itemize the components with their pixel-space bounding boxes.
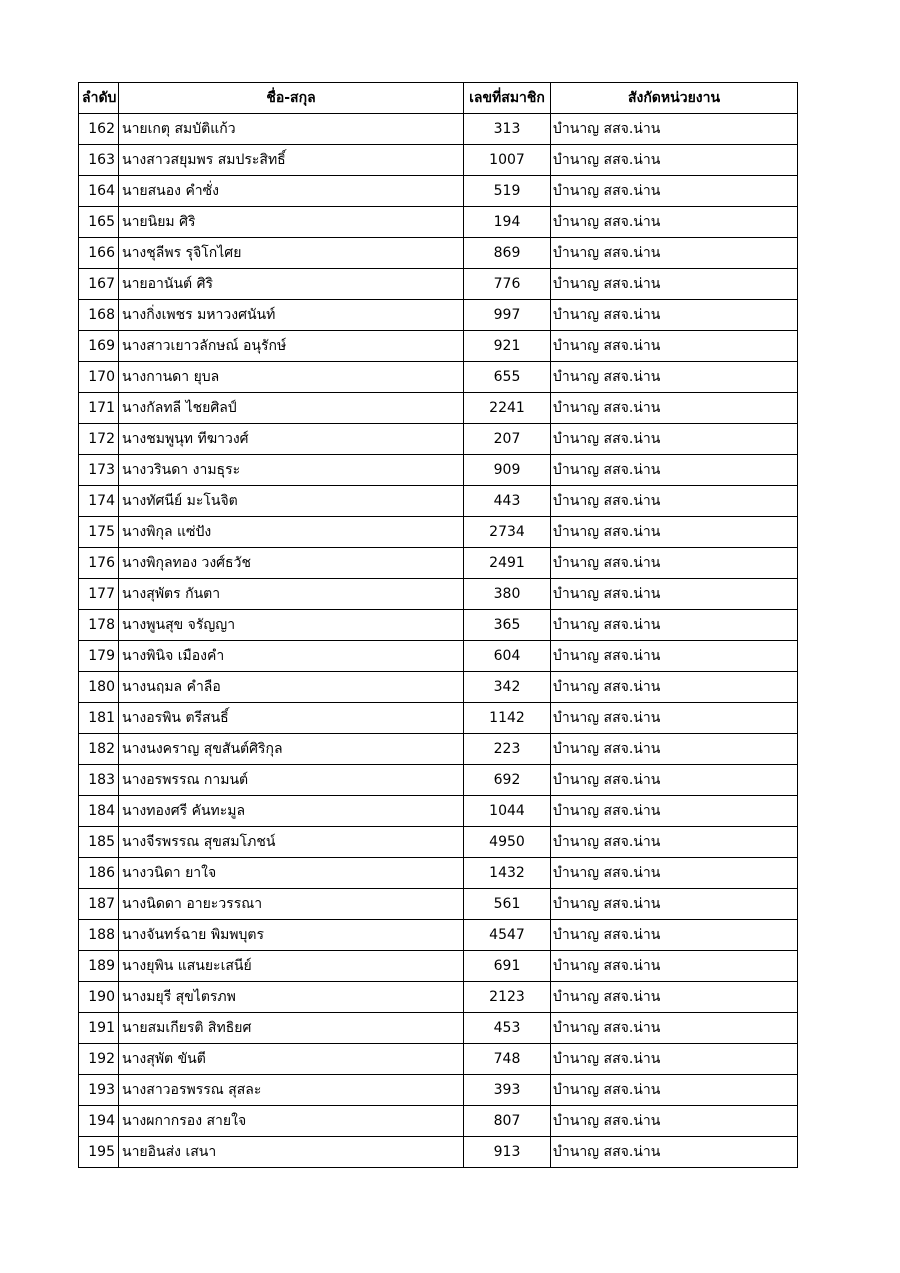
table-row: [79, 455, 798, 486]
member-number: 807: [464, 1106, 551, 1137]
row-no: 175: [79, 517, 119, 548]
table-row: [79, 734, 798, 765]
member-number: 393: [464, 1075, 551, 1106]
member-unit: บำนาญ สสจ.น่าน: [551, 703, 798, 734]
row-no: 180: [79, 672, 119, 703]
member-unit: บำนาญ สสจ.น่าน: [551, 1013, 798, 1044]
row-no: 181: [79, 703, 119, 734]
member-number: 692: [464, 765, 551, 796]
member-number: 342: [464, 672, 551, 703]
member-name: นางชุลีพร รุจิโกไศย: [119, 238, 464, 269]
member-name: นางอรพิน ตรีสนธิ์: [119, 703, 464, 734]
table-row: [79, 331, 798, 362]
member-number: 913: [464, 1137, 551, 1168]
member-unit: บำนาญ สสจ.น่าน: [551, 920, 798, 951]
table-row: [79, 424, 798, 455]
member-unit: บำนาญ สสจ.น่าน: [551, 238, 798, 269]
member-name: นางทัศนีย์ มะโนจิต: [119, 486, 464, 517]
table-row: [79, 176, 798, 207]
row-no: 176: [79, 548, 119, 579]
row-no: 165: [79, 207, 119, 238]
member-name: นางทองศรี คันทะมูล: [119, 796, 464, 827]
member-number: 2491: [464, 548, 551, 579]
member-number: 997: [464, 300, 551, 331]
table-row: [79, 610, 798, 641]
member-unit: บำนาญ สสจ.น่าน: [551, 517, 798, 548]
member-number: 194: [464, 207, 551, 238]
table-row: [79, 300, 798, 331]
member-name: นางจันทร์ฉาย พิมพบุตร: [119, 920, 464, 951]
row-no: 188: [79, 920, 119, 951]
row-no: 171: [79, 393, 119, 424]
member-unit: บำนาญ สสจ.น่าน: [551, 362, 798, 393]
row-no: 187: [79, 889, 119, 920]
member-unit: บำนาญ สสจ.น่าน: [551, 765, 798, 796]
member-unit: บำนาญ สสจ.น่าน: [551, 548, 798, 579]
member-number: 4950: [464, 827, 551, 858]
header-member-no: เลขที่สมาชิก: [464, 83, 551, 114]
member-unit: บำนาญ สสจ.น่าน: [551, 1075, 798, 1106]
table-row: [79, 1106, 798, 1137]
member-unit: บำนาญ สสจ.น่าน: [551, 858, 798, 889]
member-number: 519: [464, 176, 551, 207]
member-unit: บำนาญ สสจ.น่าน: [551, 1137, 798, 1168]
member-unit: บำนาญ สสจ.น่าน: [551, 424, 798, 455]
member-unit: บำนาญ สสจ.น่าน: [551, 1106, 798, 1137]
member-name: นายอานันต์ ศิริ: [119, 269, 464, 300]
member-unit: บำนาญ สสจ.น่าน: [551, 796, 798, 827]
row-no: 185: [79, 827, 119, 858]
member-name: นางพิกุลทอง วงศ์ธวัช: [119, 548, 464, 579]
member-unit: บำนาญ สสจ.น่าน: [551, 641, 798, 672]
row-no: 193: [79, 1075, 119, 1106]
member-name: นางสุพัตร กันตา: [119, 579, 464, 610]
member-name: นายสนอง คำซั่ง: [119, 176, 464, 207]
member-number: 561: [464, 889, 551, 920]
member-unit: บำนาญ สสจ.น่าน: [551, 672, 798, 703]
table-row: [79, 548, 798, 579]
member-number: 921: [464, 331, 551, 362]
member-number: 365: [464, 610, 551, 641]
member-unit: บำนาญ สสจ.น่าน: [551, 486, 798, 517]
row-no: 189: [79, 951, 119, 982]
member-number: 1142: [464, 703, 551, 734]
table-row: [79, 641, 798, 672]
member-unit: บำนาญ สสจ.น่าน: [551, 982, 798, 1013]
table-row: [79, 827, 798, 858]
row-no: 169: [79, 331, 119, 362]
member-unit: บำนาญ สสจ.น่าน: [551, 1044, 798, 1075]
member-name: นางวนิดา ยาใจ: [119, 858, 464, 889]
member-number: 207: [464, 424, 551, 455]
member-name: นายสมเกียรติ สิทธิยศ: [119, 1013, 464, 1044]
table-row: [79, 889, 798, 920]
table-row: [79, 362, 798, 393]
member-unit: บำนาญ สสจ.น่าน: [551, 269, 798, 300]
member-number: 909: [464, 455, 551, 486]
table-row: [79, 517, 798, 548]
row-no: 164: [79, 176, 119, 207]
member-unit: บำนาญ สสจ.น่าน: [551, 176, 798, 207]
member-number: 380: [464, 579, 551, 610]
member-number: 1432: [464, 858, 551, 889]
table-row: [79, 765, 798, 796]
member-name: นางสาวสยุมพร สมประสิทธิ์: [119, 145, 464, 176]
table-row: [79, 1075, 798, 1106]
member-number: 1007: [464, 145, 551, 176]
member-unit: บำนาญ สสจ.น่าน: [551, 889, 798, 920]
member-unit: บำนาญ สสจ.น่าน: [551, 300, 798, 331]
row-no: 191: [79, 1013, 119, 1044]
member-number: 1044: [464, 796, 551, 827]
table-row: [79, 393, 798, 424]
member-name: นางสาวอรพรรณ สุสละ: [119, 1075, 464, 1106]
member-number: 2734: [464, 517, 551, 548]
table-row: [79, 269, 798, 300]
member-unit: บำนาญ สสจ.น่าน: [551, 331, 798, 362]
member-name: นางอรพรรณ กามนต์: [119, 765, 464, 796]
member-number: 2241: [464, 393, 551, 424]
row-no: 167: [79, 269, 119, 300]
member-name: นางจีรพรรณ สุขสมโภชน์: [119, 827, 464, 858]
row-no: 190: [79, 982, 119, 1013]
row-no: 166: [79, 238, 119, 269]
member-unit: บำนาญ สสจ.น่าน: [551, 114, 798, 145]
table-row: [79, 1013, 798, 1044]
table-row: [79, 238, 798, 269]
header-unit: สังกัดหน่วยงาน: [551, 83, 798, 114]
member-number: 604: [464, 641, 551, 672]
table-header-row: [79, 83, 798, 114]
member-unit: บำนาญ สสจ.น่าน: [551, 951, 798, 982]
row-no: 178: [79, 610, 119, 641]
row-no: 172: [79, 424, 119, 455]
member-name: นางนงคราญ สุขสันต์ศิริกุล: [119, 734, 464, 765]
member-name: นายเกตุ สมบัติแก้ว: [119, 114, 464, 145]
member-name: นางนิดดา อายะวรรณา: [119, 889, 464, 920]
member-number: 691: [464, 951, 551, 982]
table-row: [79, 672, 798, 703]
table-row: [79, 920, 798, 951]
member-number: 443: [464, 486, 551, 517]
member-name: นางยุพิน แสนยะเสนีย์: [119, 951, 464, 982]
table-row: [79, 703, 798, 734]
member-name: นางสุพัต ขันตี: [119, 1044, 464, 1075]
row-no: 177: [79, 579, 119, 610]
header-name: ชื่อ-สกุล: [119, 83, 464, 114]
member-name: นางพินิจ เมืองคำ: [119, 641, 464, 672]
member-unit: บำนาญ สสจ.น่าน: [551, 145, 798, 176]
member-unit: บำนาญ สสจ.น่าน: [551, 393, 798, 424]
row-no: 184: [79, 796, 119, 827]
table-row: [79, 951, 798, 982]
row-no: 195: [79, 1137, 119, 1168]
table-row: [79, 579, 798, 610]
member-unit: บำนาญ สสจ.น่าน: [551, 734, 798, 765]
row-no: 170: [79, 362, 119, 393]
table-row: [79, 1044, 798, 1075]
row-no: 192: [79, 1044, 119, 1075]
table-body: [79, 114, 798, 1168]
member-name: นางพูนสุข จรัญญา: [119, 610, 464, 641]
table-row: [79, 207, 798, 238]
member-number: 313: [464, 114, 551, 145]
member-number: 655: [464, 362, 551, 393]
member-table: [78, 82, 798, 1168]
member-unit: บำนาญ สสจ.น่าน: [551, 455, 798, 486]
row-no: 173: [79, 455, 119, 486]
member-name: นางพิกุล แซ่ปัง: [119, 517, 464, 548]
table-row: [79, 145, 798, 176]
member-name: นางสาวเยาวลักษณ์ อนุรักษ์: [119, 331, 464, 362]
member-number: 869: [464, 238, 551, 269]
member-name: นายนิยม ศิริ: [119, 207, 464, 238]
member-number: 2123: [464, 982, 551, 1013]
row-no: 163: [79, 145, 119, 176]
member-number: 748: [464, 1044, 551, 1075]
member-number: 453: [464, 1013, 551, 1044]
table-row: [79, 1137, 798, 1168]
member-unit: บำนาญ สสจ.น่าน: [551, 579, 798, 610]
member-number: 4547: [464, 920, 551, 951]
member-name: นางกิ่งเพชร มหาวงศนันท์: [119, 300, 464, 331]
member-name: นางผกากรอง สายใจ: [119, 1106, 464, 1137]
member-number: 776: [464, 269, 551, 300]
row-no: 162: [79, 114, 119, 145]
member-name: นางวรินดา งามธุระ: [119, 455, 464, 486]
row-no: 179: [79, 641, 119, 672]
table-row: [79, 486, 798, 517]
table-row: [79, 114, 798, 145]
member-name: นายอินส่ง เสนา: [119, 1137, 464, 1168]
row-no: 194: [79, 1106, 119, 1137]
member-unit: บำนาญ สสจ.น่าน: [551, 207, 798, 238]
member-unit: บำนาญ สสจ.น่าน: [551, 827, 798, 858]
row-no: 182: [79, 734, 119, 765]
member-name: นางชมพูนุท ทีฆาวงศ์: [119, 424, 464, 455]
header-no: ลำดับ: [79, 83, 119, 114]
member-name: นางนฤมล คำลือ: [119, 672, 464, 703]
member-name: นางมยุรี สุขไตรภพ: [119, 982, 464, 1013]
row-no: 174: [79, 486, 119, 517]
member-unit: บำนาญ สสจ.น่าน: [551, 610, 798, 641]
member-number: 223: [464, 734, 551, 765]
row-no: 186: [79, 858, 119, 889]
member-name: นางกานดา ยุบล: [119, 362, 464, 393]
table-row: [79, 982, 798, 1013]
member-name: นางกัลทลี ไชยศิลป์: [119, 393, 464, 424]
row-no: 168: [79, 300, 119, 331]
table-row: [79, 858, 798, 889]
table-row: [79, 796, 798, 827]
row-no: 183: [79, 765, 119, 796]
